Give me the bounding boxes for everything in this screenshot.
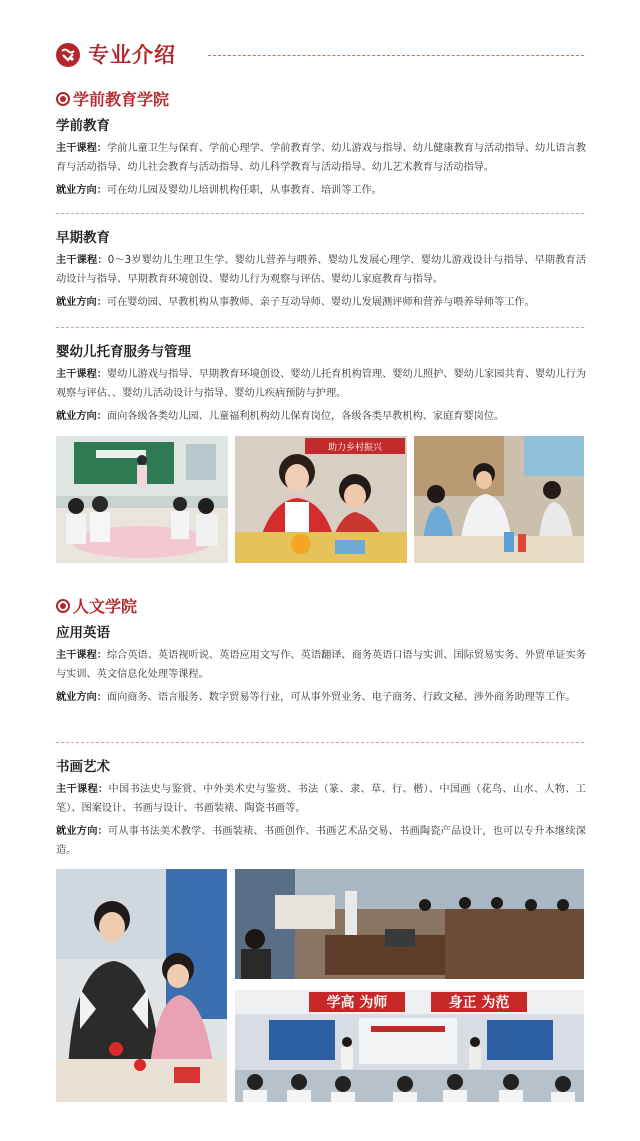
- heading-dashed-line: [208, 55, 584, 56]
- dashed-divider: [56, 213, 584, 214]
- major-block-childcare-services: [56, 343, 586, 430]
- major-block-applied-english: [56, 624, 586, 711]
- career-paragraph: 就业方向：面向商务、语言服务、数字贸易等行业，可从事外贸业务、电子商务、行政文秘、涉外商务助理等工作。: [56, 692, 576, 703]
- calligraphy-logo-icon: [56, 43, 80, 67]
- dashed-divider: [56, 327, 584, 328]
- career-paragraph: 就业方向：面向各级各类幼儿园、儿童福利机构幼儿保育岗位，各级各类早教机构、家庭育婴岗位。: [56, 411, 505, 422]
- courses-paragraph: 主干课程：综合英语、英语视听说、英语应用文写作、英语翻译、商务英语口语与实训、国际贸易实务、外贸单证实务与实训、英文信息化处理等课程。: [56, 650, 587, 680]
- lecture-hall-photo: [235, 990, 584, 1102]
- career-paragraph: 就业方向：可从事书法美术教学、书画装裱、书画创作、书画艺术品交易、书画陶瓷产品设计，也可以专升本继续深造。: [56, 826, 586, 856]
- teacher-with-students-photo: [414, 436, 584, 563]
- section-heading: [56, 40, 584, 70]
- career-paragraph: 就业方向：可在婴幼园、早教机构从事教师、亲子互动导师、婴幼儿发展测评师和营养与喂养导师等工作。: [56, 297, 535, 308]
- dashed-divider: [56, 742, 584, 743]
- calligraphy-classroom-photo: [235, 869, 584, 979]
- teacher-with-child-photo: [235, 436, 407, 563]
- major-title: 书画艺术: [56, 759, 110, 775]
- major-title: 早期教育: [56, 230, 110, 246]
- paper-cutting-photo: [56, 869, 227, 1102]
- courses-paragraph: 主干课程：中国书法史与鉴赏、中外美术史与鉴赏、书法（篆、隶、草、行、楷）、中国画（花鸟、山水、人物、工笔）、图案设计、书画与设计、书画装裱、陶瓷书画等。: [56, 784, 586, 814]
- target-bullet-icon: [56, 92, 70, 106]
- major-block-calligraphy-painting: [56, 758, 586, 864]
- college-title-preschool: 学前教育学院: [56, 90, 169, 110]
- sign-text: 助力乡村振兴: [327, 443, 383, 453]
- banner-left-text: 学高 为师: [326, 995, 388, 1011]
- target-bullet-icon: [56, 599, 70, 613]
- major-block-early-education: [56, 229, 586, 316]
- classroom-photo: [56, 436, 228, 563]
- banner-right-text: 身正 为范: [448, 995, 510, 1011]
- college-title-humanities: 人文学院: [56, 597, 137, 617]
- major-title: 应用英语: [56, 625, 110, 641]
- courses-paragraph: 主干课程：学前儿童卫生与保育、学前心理学、学前教育学、幼儿游戏与指导、幼儿健康教育与活动指导、幼儿语言教育与活动指导、幼儿社会教育与活动指导、幼儿科学教育与活动指导、幼儿艺术教育与活动指导。: [56, 143, 587, 173]
- major-title: 学前教育: [56, 118, 110, 134]
- major-title: 婴幼儿托育服务与管理: [56, 344, 191, 360]
- major-block-preschool-education: [56, 117, 586, 204]
- page-title: 专业介绍: [88, 43, 176, 67]
- courses-paragraph: 主干课程：0～3岁婴幼儿生理卫生学、婴幼儿营养与喂养、婴幼儿发展心理学、婴幼儿游戏设计与指导、早期教育活动设计与指导、早期教育环境创设、婴幼儿行为观察与评估、婴幼儿家庭教育与指导。: [56, 255, 587, 285]
- courses-paragraph: 主干课程：婴幼儿游戏与指导、早期教育环境创设、婴幼儿托育机构管理、婴幼儿照护、婴幼儿家园共育、婴幼儿行为观察与评估、、婴幼儿活动设计与指导、婴幼儿疾病预防与护理。: [56, 369, 587, 399]
- career-paragraph: 就业方向：可在幼儿园及婴幼儿培训机构任职，从事教育、培训等工作。: [56, 185, 382, 196]
